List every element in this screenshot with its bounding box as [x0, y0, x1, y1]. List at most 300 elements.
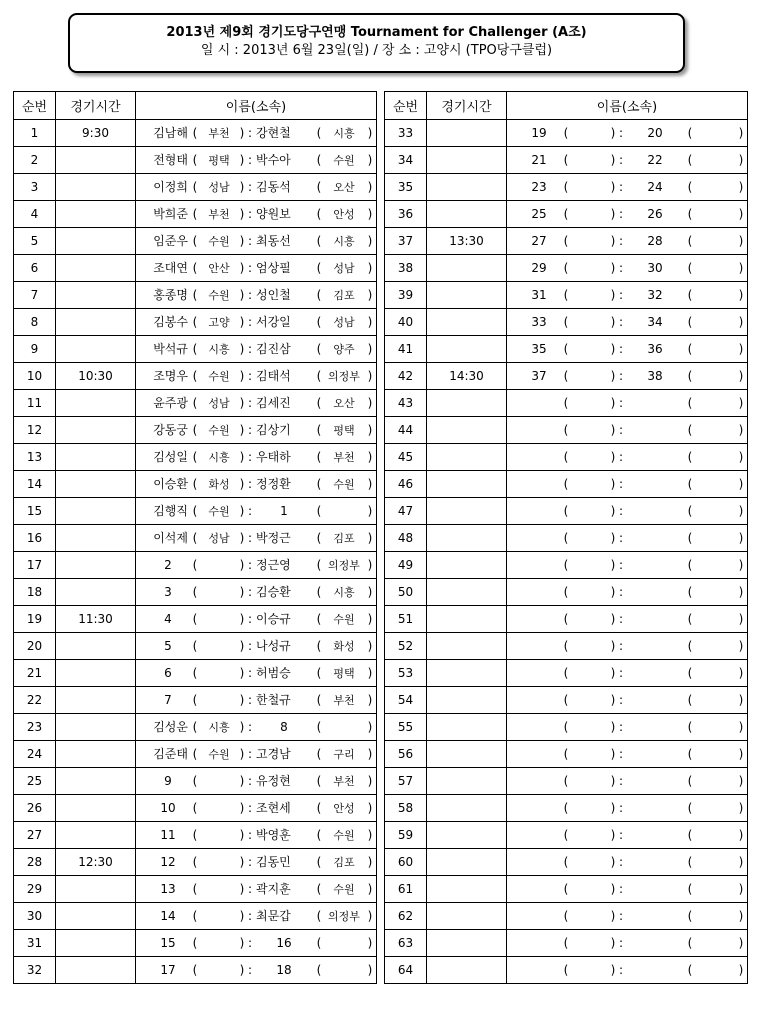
paren-open: (	[563, 315, 569, 329]
versus-colon: :	[618, 936, 624, 950]
match-players	[136, 795, 377, 822]
paren-close: )	[239, 693, 245, 707]
player-1-region: 화성	[208, 478, 230, 491]
player-1-name: 강동궁	[153, 423, 188, 437]
player-1-region	[571, 390, 609, 417]
match-time	[56, 579, 136, 606]
match-time	[427, 309, 507, 336]
player-2-region	[322, 957, 366, 984]
player-2-region: 김포	[333, 532, 355, 545]
paren-open: (	[192, 963, 198, 977]
player-1-name	[513, 444, 559, 471]
player-2-region: 시흥	[333, 127, 355, 140]
match-time	[56, 633, 136, 660]
match-row	[385, 957, 748, 984]
paren-open: (	[192, 909, 198, 923]
match-number: 50	[385, 579, 427, 606]
paren-close: )	[239, 369, 245, 383]
match-time	[427, 525, 507, 552]
player-2-name: 정정환	[256, 477, 291, 491]
match-row	[14, 525, 377, 552]
player-1-name: 전형태	[153, 153, 188, 167]
match-number: 10	[14, 363, 56, 390]
player-1-region	[571, 417, 609, 444]
match-players	[136, 633, 377, 660]
player-2-region	[693, 309, 737, 336]
paren-close: )	[367, 207, 373, 221]
paren-open: (	[192, 828, 198, 842]
player-1-region: 부천	[208, 127, 230, 140]
player-2-region: 부천	[333, 694, 355, 707]
paren-close: )	[610, 234, 616, 248]
paren-close: )	[738, 612, 744, 626]
paren-open: (	[316, 855, 322, 869]
paren-close: )	[610, 774, 616, 788]
match-number: 23	[14, 714, 56, 741]
match-players	[507, 525, 748, 552]
match-number: 11	[14, 390, 56, 417]
match-row	[385, 687, 748, 714]
player-2-region: 부천	[333, 451, 355, 464]
player-2-name: 나성규	[256, 639, 291, 653]
player-1-region	[571, 309, 609, 336]
paren-open: (	[563, 639, 569, 653]
paren-close: )	[738, 747, 744, 761]
paren-open: (	[687, 207, 693, 221]
player-1-name	[513, 552, 559, 579]
paren-close: )	[367, 747, 373, 761]
paren-open: (	[192, 180, 198, 194]
paren-close: )	[239, 153, 245, 167]
paren-open: (	[687, 612, 693, 626]
paren-open: (	[563, 180, 569, 194]
player-2-name: 24	[647, 180, 663, 194]
match-time: 13:30	[427, 228, 507, 255]
player-1-name	[513, 660, 559, 687]
paren-close: )	[367, 639, 373, 653]
player-2-region	[693, 876, 737, 903]
match-players	[507, 120, 748, 147]
match-time	[427, 174, 507, 201]
match-time	[427, 876, 507, 903]
paren-open: (	[563, 747, 569, 761]
match-players	[136, 525, 377, 552]
paren-open: (	[563, 882, 569, 896]
versus-colon: :	[618, 315, 624, 329]
versus-colon: :	[247, 288, 253, 302]
paren-open: (	[316, 369, 322, 383]
match-players	[507, 822, 748, 849]
player-1-name	[513, 714, 559, 741]
paren-close: )	[367, 585, 373, 599]
match-number: 22	[14, 687, 56, 714]
player-1-name: 25	[531, 207, 547, 221]
paren-close: )	[239, 288, 245, 302]
paren-open: (	[192, 315, 198, 329]
paren-close: )	[738, 639, 744, 653]
match-number: 25	[14, 768, 56, 795]
match-number: 9	[14, 336, 56, 363]
versus-colon: :	[247, 477, 253, 491]
paren-open: (	[563, 369, 569, 383]
paren-close: )	[367, 963, 373, 977]
match-number: 28	[14, 849, 56, 876]
paren-open: (	[316, 531, 322, 545]
versus-colon: :	[618, 801, 624, 815]
paren-open: (	[192, 585, 198, 599]
paren-open: (	[192, 612, 198, 626]
paren-open: (	[563, 693, 569, 707]
match-number: 24	[14, 741, 56, 768]
paren-open: (	[563, 234, 569, 248]
player-2-name	[627, 768, 673, 795]
match-time	[56, 228, 136, 255]
player-1-name: 조명우	[153, 369, 188, 383]
match-row	[14, 687, 377, 714]
match-row	[14, 174, 377, 201]
header-names: 이름(소속)	[136, 92, 377, 120]
match-time	[56, 741, 136, 768]
player-1-region: 시흥	[208, 721, 230, 734]
match-row	[385, 174, 748, 201]
paren-close: )	[610, 612, 616, 626]
header-no: 순번	[385, 92, 427, 120]
paren-close: )	[239, 126, 245, 140]
player-1-region	[200, 579, 238, 606]
match-time	[427, 552, 507, 579]
player-1-region	[200, 633, 238, 660]
match-row	[14, 471, 377, 498]
player-2-name: 김동석	[256, 180, 291, 194]
versus-colon: :	[247, 261, 253, 275]
player-2-name: 양원보	[256, 207, 291, 221]
paren-close: )	[610, 423, 616, 437]
player-1-name: 김봉수	[153, 315, 188, 329]
match-number: 51	[385, 606, 427, 633]
paren-close: )	[239, 828, 245, 842]
paren-open: (	[687, 558, 693, 572]
player-2-region	[693, 201, 737, 228]
match-players	[507, 579, 748, 606]
match-row	[385, 552, 748, 579]
player-2-name: 28	[647, 234, 663, 248]
paren-close: )	[239, 963, 245, 977]
paren-close: )	[610, 315, 616, 329]
paren-open: (	[316, 261, 322, 275]
player-1-name	[513, 525, 559, 552]
match-number: 41	[385, 336, 427, 363]
match-time	[56, 444, 136, 471]
player-1-region	[200, 795, 238, 822]
match-time	[56, 822, 136, 849]
versus-colon: :	[618, 126, 624, 140]
player-1-region: 부천	[208, 208, 230, 221]
paren-open: (	[316, 828, 322, 842]
paren-close: )	[738, 234, 744, 248]
versus-colon: :	[247, 450, 253, 464]
versus-colon: :	[618, 477, 624, 491]
match-number: 54	[385, 687, 427, 714]
paren-open: (	[192, 234, 198, 248]
player-1-name: 27	[531, 234, 547, 248]
match-row	[14, 255, 377, 282]
paren-open: (	[316, 558, 322, 572]
versus-colon: :	[618, 207, 624, 221]
player-1-name: 4	[164, 612, 172, 626]
player-1-name: 31	[531, 288, 547, 302]
player-2-name: 박영훈	[256, 828, 291, 842]
document-subtitle: 일 시 : 2013년 6월 23일(일) / 장 소 : 고양시 (TPO당구클럽)	[200, 43, 553, 58]
match-number: 17	[14, 552, 56, 579]
schedule-table-right	[384, 91, 748, 984]
versus-colon: :	[247, 585, 253, 599]
paren-open: (	[192, 450, 198, 464]
player-2-region: 수원	[333, 883, 355, 896]
match-row	[14, 417, 377, 444]
player-2-name: 1	[280, 504, 288, 518]
match-row	[14, 930, 377, 957]
paren-open: (	[192, 342, 198, 356]
paren-close: )	[367, 261, 373, 275]
match-players	[507, 471, 748, 498]
player-2-region: 성남	[333, 262, 355, 275]
match-players	[507, 876, 748, 903]
player-2-region: 화성	[333, 640, 355, 653]
player-1-name: 김성일	[153, 450, 188, 464]
player-2-name: 최문갑	[256, 909, 291, 923]
paren-open: (	[316, 612, 322, 626]
paren-open: (	[192, 855, 198, 869]
player-1-region	[200, 768, 238, 795]
paren-close: )	[367, 558, 373, 572]
paren-close: )	[738, 693, 744, 707]
match-time	[56, 768, 136, 795]
player-1-region	[571, 876, 609, 903]
match-time	[427, 714, 507, 741]
player-1-region: 평택	[208, 154, 230, 167]
player-2-name: 34	[647, 315, 663, 329]
versus-colon: :	[618, 855, 624, 869]
match-players	[507, 201, 748, 228]
player-2-name	[627, 795, 673, 822]
versus-colon: :	[618, 585, 624, 599]
paren-close: )	[738, 396, 744, 410]
match-time	[56, 147, 136, 174]
match-players	[136, 282, 377, 309]
paren-open: (	[316, 936, 322, 950]
versus-colon: :	[618, 963, 624, 977]
match-row	[14, 903, 377, 930]
paren-close: )	[738, 477, 744, 491]
player-2-region	[693, 552, 737, 579]
match-number: 20	[14, 633, 56, 660]
match-row	[385, 768, 748, 795]
player-1-name: 7	[164, 693, 172, 707]
paren-open: (	[192, 801, 198, 815]
match-row	[14, 552, 377, 579]
paren-open: (	[316, 909, 322, 923]
player-1-region: 고양	[208, 316, 230, 329]
paren-close: )	[738, 936, 744, 950]
versus-colon: :	[618, 666, 624, 680]
paren-close: )	[610, 261, 616, 275]
player-1-region	[571, 336, 609, 363]
match-players	[507, 633, 748, 660]
paren-open: (	[563, 720, 569, 734]
player-1-region	[571, 471, 609, 498]
paren-close: )	[610, 666, 616, 680]
match-time	[427, 660, 507, 687]
paren-open: (	[192, 369, 198, 383]
match-number: 14	[14, 471, 56, 498]
match-players	[136, 957, 377, 984]
player-2-name	[627, 660, 673, 687]
player-2-name: 36	[647, 342, 663, 356]
match-row	[14, 579, 377, 606]
player-1-region	[571, 255, 609, 282]
versus-colon: :	[618, 234, 624, 248]
player-2-name: 서강일	[256, 315, 291, 329]
player-2-region: 구리	[333, 748, 355, 761]
player-2-name: 20	[647, 126, 663, 140]
document-title: 2013년 제9회 경기도당구연맹 Tournament for Challenger (A조)	[166, 25, 587, 40]
player-2-region	[693, 930, 737, 957]
match-time	[56, 390, 136, 417]
match-number: 31	[14, 930, 56, 957]
match-row	[385, 579, 748, 606]
match-row	[385, 822, 748, 849]
player-2-name: 강현철	[256, 126, 291, 140]
match-number: 34	[385, 147, 427, 174]
paren-close: )	[367, 153, 373, 167]
match-time: 10:30	[56, 363, 136, 390]
paren-close: )	[239, 909, 245, 923]
match-players	[507, 363, 748, 390]
paren-open: (	[316, 639, 322, 653]
player-1-name	[513, 390, 559, 417]
paren-open: (	[687, 693, 693, 707]
player-1-name	[513, 606, 559, 633]
player-1-name: 15	[160, 936, 176, 950]
match-players	[507, 714, 748, 741]
match-row	[385, 741, 748, 768]
match-time	[56, 174, 136, 201]
paren-open: (	[687, 369, 693, 383]
paren-open: (	[192, 396, 198, 410]
player-1-region	[571, 714, 609, 741]
player-2-region	[693, 579, 737, 606]
player-1-region	[571, 849, 609, 876]
paren-close: )	[239, 423, 245, 437]
paren-open: (	[563, 585, 569, 599]
paren-close: )	[610, 207, 616, 221]
player-2-name	[627, 390, 673, 417]
match-number: 49	[385, 552, 427, 579]
player-1-region	[200, 552, 238, 579]
match-number: 12	[14, 417, 56, 444]
player-1-region	[200, 660, 238, 687]
player-1-name: 박석규	[153, 342, 188, 356]
match-players	[507, 309, 748, 336]
paren-open: (	[316, 774, 322, 788]
match-row	[14, 957, 377, 984]
paren-open: (	[192, 207, 198, 221]
player-1-region: 수원	[208, 505, 230, 518]
paren-open: (	[687, 126, 693, 140]
versus-colon: :	[618, 288, 624, 302]
match-row	[14, 795, 377, 822]
player-2-name: 30	[647, 261, 663, 275]
match-row	[14, 714, 377, 741]
versus-colon: :	[247, 801, 253, 815]
match-players	[136, 255, 377, 282]
player-2-name	[627, 606, 673, 633]
match-time	[56, 309, 136, 336]
paren-close: )	[738, 288, 744, 302]
paren-open: (	[316, 666, 322, 680]
paren-close: )	[239, 261, 245, 275]
player-1-name: 9	[164, 774, 172, 788]
paren-close: )	[239, 558, 245, 572]
versus-colon: :	[247, 774, 253, 788]
player-2-name: 22	[647, 153, 663, 167]
player-2-name	[627, 525, 673, 552]
match-players	[507, 552, 748, 579]
player-1-region	[571, 687, 609, 714]
player-1-name	[513, 417, 559, 444]
player-2-region: 의정부	[328, 559, 360, 572]
match-row	[14, 147, 377, 174]
versus-colon: :	[618, 693, 624, 707]
player-2-name: 김동민	[256, 855, 291, 869]
player-1-name	[513, 930, 559, 957]
match-number: 37	[385, 228, 427, 255]
player-2-region: 김포	[333, 856, 355, 869]
match-number: 7	[14, 282, 56, 309]
paren-close: )	[239, 234, 245, 248]
versus-colon: :	[618, 153, 624, 167]
paren-open: (	[192, 558, 198, 572]
paren-close: )	[738, 828, 744, 842]
match-number: 39	[385, 282, 427, 309]
player-2-name: 최동선	[256, 234, 291, 248]
player-1-name: 이석제	[153, 531, 188, 545]
player-1-region	[571, 498, 609, 525]
paren-open: (	[687, 234, 693, 248]
paren-close: )	[367, 531, 373, 545]
player-1-region	[571, 930, 609, 957]
paren-close: )	[738, 450, 744, 464]
paren-open: (	[563, 504, 569, 518]
paren-close: )	[738, 855, 744, 869]
versus-colon: :	[247, 747, 253, 761]
player-1-name: 2	[164, 558, 172, 572]
player-2-region	[693, 417, 737, 444]
match-row	[385, 714, 748, 741]
paren-close: )	[738, 909, 744, 923]
player-2-name	[627, 849, 673, 876]
paren-open: (	[192, 666, 198, 680]
match-players	[136, 417, 377, 444]
player-1-region	[571, 795, 609, 822]
match-row	[14, 822, 377, 849]
player-1-region	[571, 579, 609, 606]
player-1-region	[571, 174, 609, 201]
player-2-region: 오산	[333, 181, 355, 194]
paren-close: )	[239, 342, 245, 356]
match-row	[14, 336, 377, 363]
versus-colon: :	[618, 396, 624, 410]
